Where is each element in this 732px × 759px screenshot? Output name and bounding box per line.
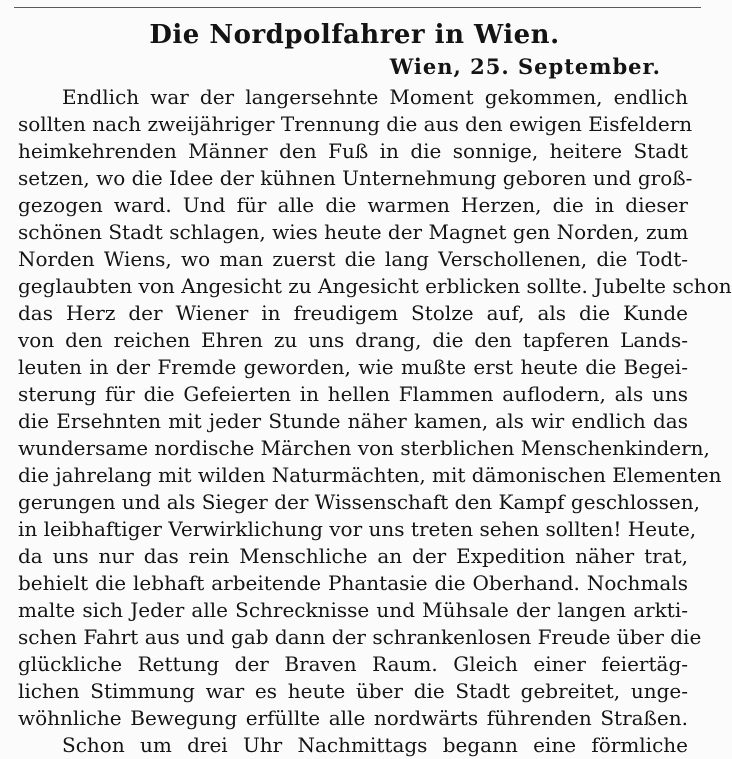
- text-line: gezogen ward. Und für alle die warmen Herzen, die in dieser: [18, 193, 688, 217]
- article-body: [18, 84, 732, 757]
- text-line: wöhnliche Bewegung erfüllte alle nordwärts führenden Straßen.: [18, 706, 688, 730]
- text-line: heimkehrenden Männer den Fuß in die sonnige, heitere Stadt: [18, 139, 688, 163]
- text-line: von den reichen Ehren zu uns drang, die den tapferen Lands-: [18, 328, 688, 352]
- text-line: lichen Stimmung war es heute über die Stadt gebreitet, unge-: [18, 679, 688, 703]
- text-line: leuten in der Fremde geworden, wie mußte erst heute die Begei-: [18, 355, 688, 379]
- text-line: Schon um drei Uhr Nachmittags begann eine förmliche: [62, 733, 688, 757]
- text-line: malte sich Jeder alle Schrecknisse und Mühsale der langen arkti-: [18, 598, 688, 622]
- text-line: glückliche Rettung der Braven Raum. Gleich einer feiertäg-: [18, 652, 688, 676]
- top-rule: [14, 7, 701, 8]
- text-line: schönen Stadt schlagen, wies heute der Magnet gen Norden, zum: [18, 220, 689, 244]
- text-line: wundersame nordische Märchen von sterblichen Menschenkindern,: [18, 436, 710, 460]
- text-line: geglaubten von Angesicht zu Angesicht erblicken sollte. Jubelte schon: [18, 274, 732, 298]
- cutoff-previous-text: [14, 0, 354, 6]
- text-line: Endlich war der langersehnte Moment gekommen, endlich: [62, 85, 688, 109]
- text-line: das Herz der Wiener in freudigem Stolze auf, als die Kunde: [18, 301, 688, 325]
- text-line: schen Fahrt aus und gab dann der schrankenlosen Freude über die: [18, 625, 702, 649]
- text-line: sterung für die Gefeierten in hellen Flammen auflodern, als uns: [18, 382, 688, 406]
- text-line: die Ersehnten mit jeder Stunde näher kamen, als wir endlich das: [18, 409, 688, 433]
- text-line: in leibhaftiger Verwirklichung vor uns treten sehen sollten! Heute,: [18, 517, 697, 541]
- text-line: da uns nur das rein Menschliche an der Expedition näher trat,: [18, 544, 688, 568]
- text-line: gerungen und als Sieger der Wissenschaft den Kampf geschlossen,: [18, 490, 700, 514]
- text-line: behielt die lebhaft arbeitende Phantasie die Oberhand. Nochmals: [18, 571, 688, 595]
- text-line: sollten nach zweijähriger Trennung die aus den ewigen Eisfeldern: [18, 112, 693, 136]
- text-line: die jahrelang mit wilden Naturmächten, mit dämonischen Elementen: [18, 463, 722, 487]
- article-dateline: Wien, 25. September.: [389, 54, 661, 79]
- article-headline: Die Nordpolfahrer in Wien.: [149, 20, 560, 50]
- text-line: Norden Wiens, wo man zuerst die lang Verschollenen, die Todt-: [18, 247, 688, 271]
- text-line: setzen, wo die Idee der kühnen Unternehmung geboren und groß-: [18, 166, 693, 190]
